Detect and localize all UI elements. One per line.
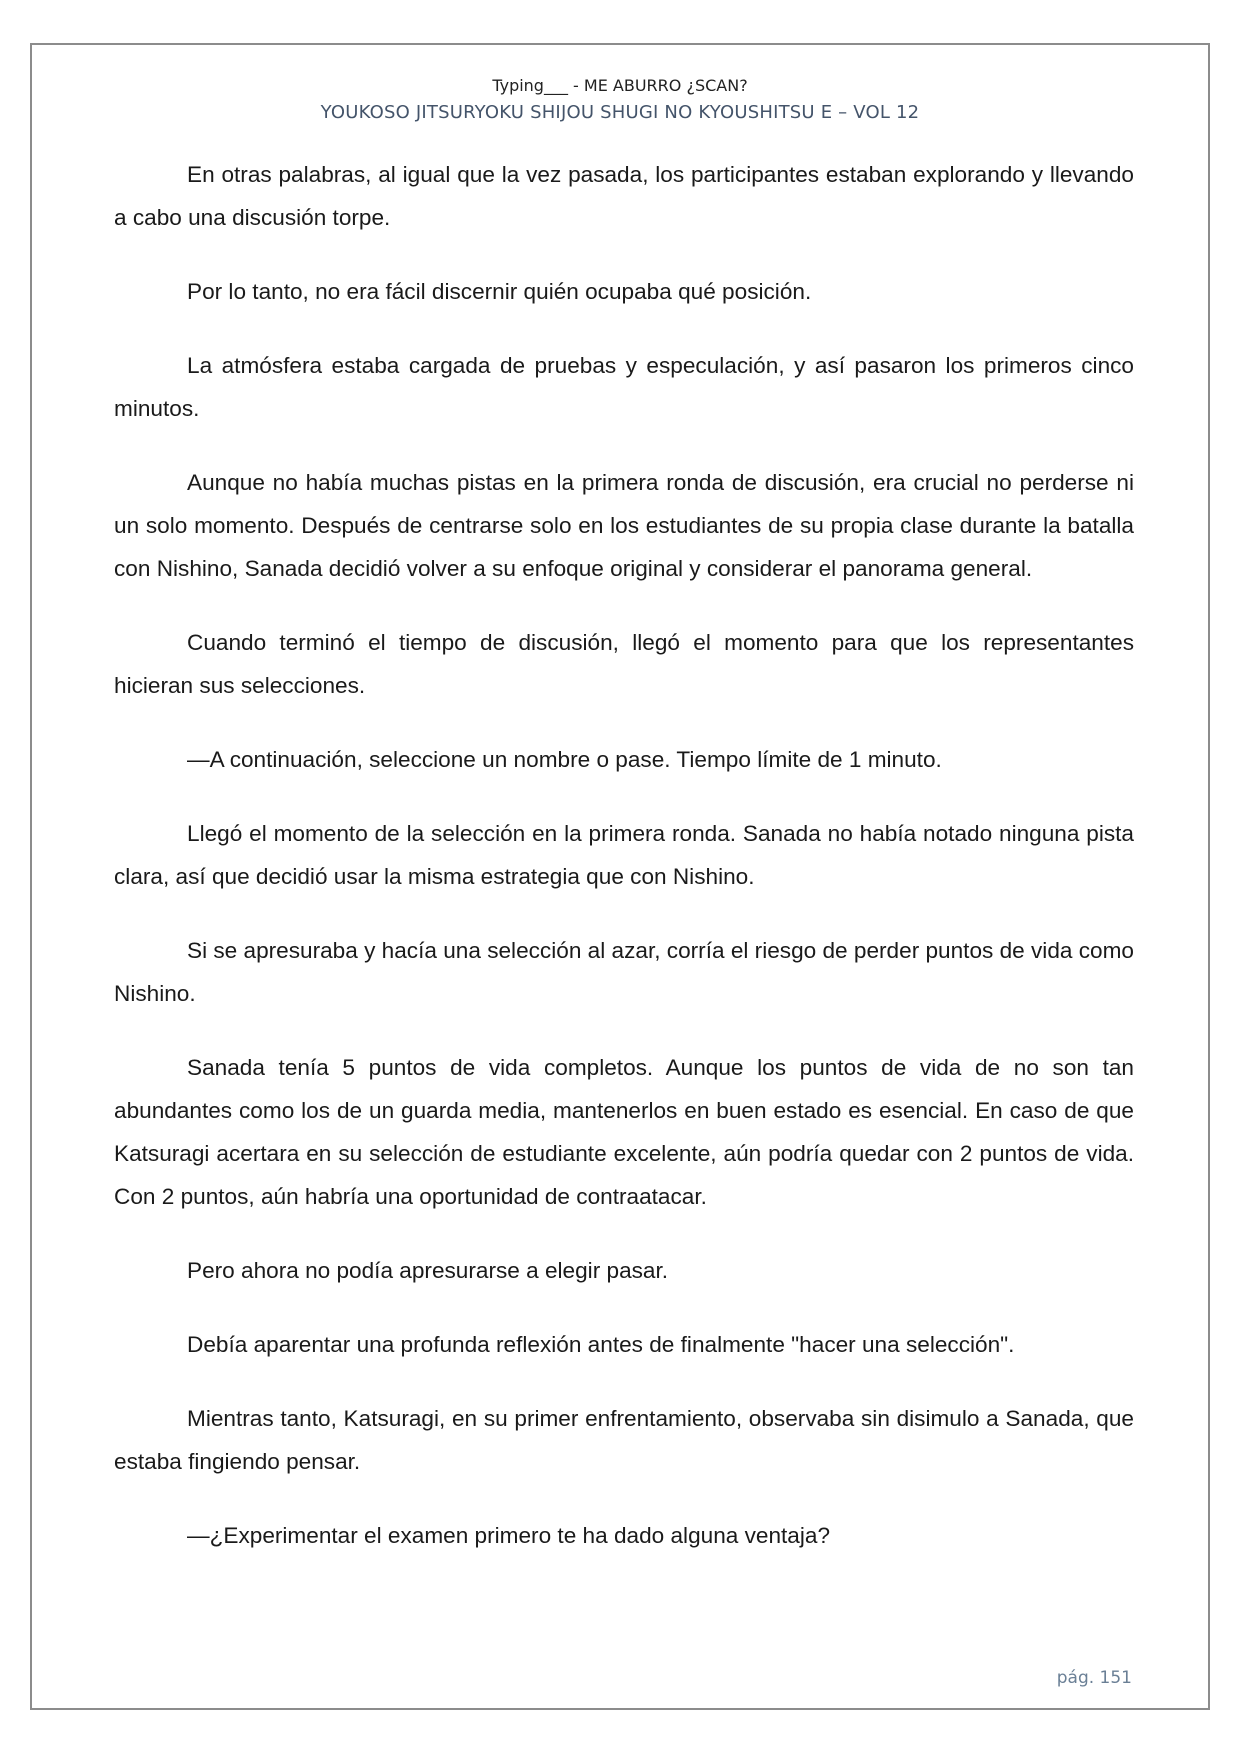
- body-text: [114, 153, 1134, 1588]
- paragraph: Por lo tanto, no era fácil discernir quién ocupaba qué posición.: [187, 279, 812, 304]
- header-scan-credit: Typing___ - ME ABURRO ¿SCAN?: [492, 76, 748, 95]
- paragraph: En otras palabras, al igual que la vez pasada, los participantes estaban explorando y llevando a cabo una discusión torpe.: [114, 162, 1134, 230]
- paragraph: Llegó el momento de la selección en la primera ronda. Sanada no había notado ninguna pista clara, así que decidió usar la misma estrategia que con Nishino.: [114, 821, 1134, 889]
- paragraph: Aunque no había muchas pistas en la primera ronda de discusión, era crucial no perderse ni un solo momento. Después de centrarse solo en los estudiantes de su propia clase durante la batalla con Nishino, Sanada decidió volver a su enfoque original y considerar el panorama general.: [114, 470, 1134, 581]
- header-book-title: YOUKOSO JITSURYOKU SHIJOU SHUGI NO KYOUSHITSU E – VOL 12: [320, 102, 920, 123]
- paragraph: La atmósfera estaba cargada de pruebas y especulación, y así pasaron los primeros cinco minutos.: [114, 353, 1134, 421]
- paragraph: —A continuación, seleccione un nombre o pase. Tiempo límite de 1 minuto.: [187, 747, 942, 772]
- page-number: pág. 151: [1056, 1668, 1132, 1688]
- paragraph: Si se apresuraba y hacía una selección al azar, corría el riesgo de perder puntos de vida como Nishino.: [114, 938, 1134, 1006]
- paragraph: —¿Experimentar el examen primero te ha dado alguna ventaja?: [187, 1523, 831, 1548]
- paragraph: Mientras tanto, Katsuragi, en su primer enfrentamiento, observaba sin disimulo a Sanada, que estaba fingiendo pensar.: [114, 1406, 1134, 1474]
- paragraph: Cuando terminó el tiempo de discusión, llegó el momento para que los representantes hicieran sus selecciones.: [114, 630, 1134, 698]
- paragraph: Pero ahora no podía apresurarse a elegir pasar.: [187, 1258, 669, 1283]
- paragraph: Sanada tenía 5 puntos de vida completos. Aunque los puntos de vida de no son tan abundantes como los de un guarda media, mantenerlos en buen estado es esencial. En caso de que Katsuragi acertara en su selección de estudiante excelente, aún podría quedar con 2 puntos de vida. Con 2 puntos, aún habría una oportunidad de contraatacar.: [114, 1055, 1134, 1209]
- paragraph: Debía aparentar una profunda reflexión antes de finalmente "hacer una selección".: [187, 1332, 1015, 1357]
